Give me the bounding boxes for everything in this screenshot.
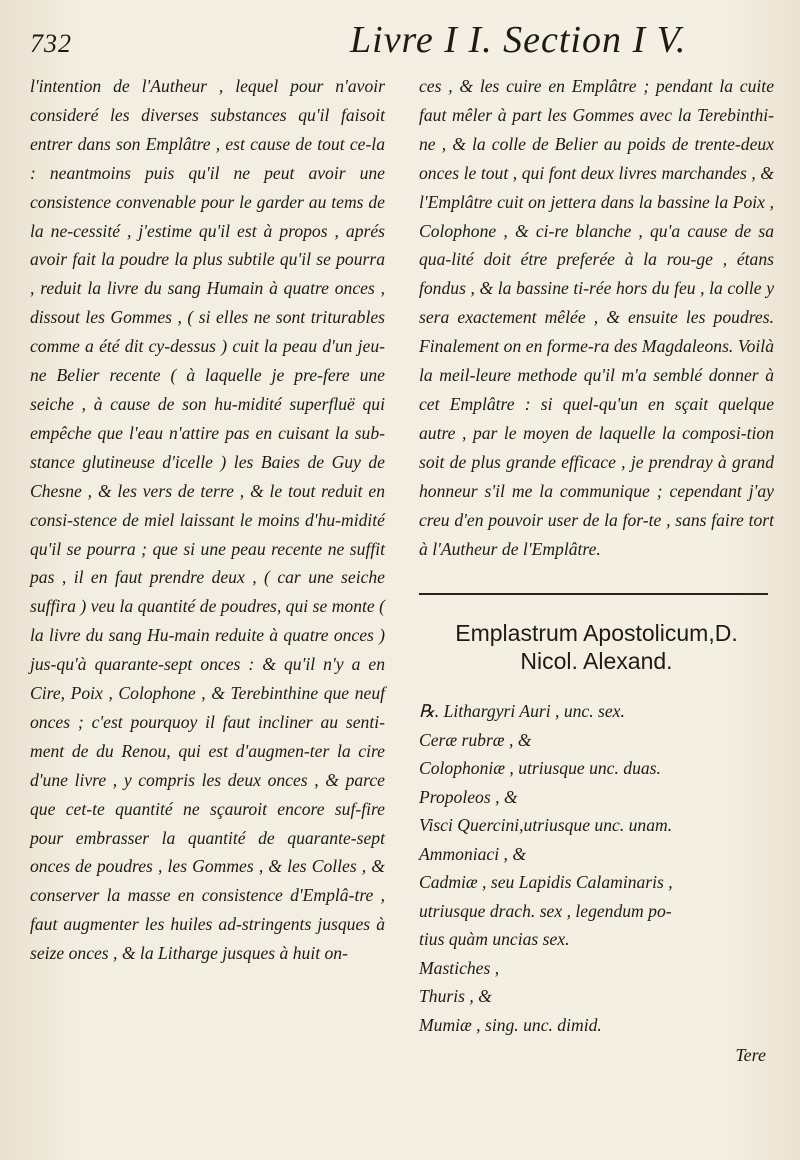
recipe-line: Mastiches , <box>419 957 500 978</box>
recipe-line: Colophoniæ , utriusque unc. duas. <box>419 758 661 779</box>
recipe-line: Visci Quercini,utriusque unc. unam. <box>419 815 673 836</box>
recipe-line: Propoleos , & <box>419 786 518 807</box>
catchword: Tere <box>735 1045 766 1066</box>
text-columns <box>30 72 774 1066</box>
page-header <box>30 18 774 70</box>
section-divider <box>419 593 768 595</box>
page-number: 732 <box>30 29 72 58</box>
recipe-line: utriusque drach. sex , legendum po- <box>419 900 672 921</box>
recipe-line: Mumiæ , sing. unc. dimid. <box>419 1014 602 1035</box>
recipe-subtitle: Nicol. Alexand. <box>520 648 673 675</box>
recipe-line: Ammoniaci , & <box>419 843 527 864</box>
right-column-text: ces , & les cuire en Emplâtre ; pendant la cuite faut mêler à part les Gommes avec la Terebinthi-ne , & la colle de Belier au poids de trente-deux onces le tout , qui font deux livres marchandes , & l'Emplâtre cuit on jettera dans la bassine la Poix , Colophone , & ci-re blanche , qu'a cause de sa qua-lité doit étre preferée à la rou-ge , étans fondus , & la bassine ti-rée hors du feu , la colle y sera exactement mêlée , & ensuite les poudres. Finalement on en forme-ra des Magdaleons. Voilà la meil-leure methode qu'il m'a semblé donner à cet Emplâtre : si quel-qu'un en sçait quelque autre , par le moyen de laquelle la composi-tion soit de plus grande efficace , je prendray à grand honneur s'il me la communique ; cependant j'ay creu d'en pouvoir user de la for-te , sans faire tort à l'Autheur de l'Emplâtre. <box>419 76 774 559</box>
recipe-line: tius quàm uncias sex. <box>419 929 570 950</box>
recipe-line: ℞. Lithargyri Auri , unc. sex. <box>419 701 625 722</box>
running-head: Livre I I. Section I V. <box>350 19 687 61</box>
left-column-text: l'intention de l'Autheur , lequel pour n'avoir consideré les diverses substances qu'il faisoit entrer dans son Emplâtre , est cause de tout ce-la : neantmoins puis qu'il ne peut avoir une consistence convenable pour le garder au tems de la ne-cessité , j'estime qu'il est à propos , aprés avoir fait la poudre la plus subtile qu'il se pourra , reduit la livre du sang Humain à quatre onces , dissout les Gommes , ( si elles ne sont triturables comme a été dit cy-dessus ) cuit la peau d'un jeu-ne Belier recente ( à laquelle je pre-fere une seiche , à cause de son hu-midité superfluë qui empêche que l'eau n'attire pas en cuisant la sub-stance glutineuse d'icelle ) les Baies de Guy de Chesne , & les vers de terre , & le tout reduit en consi-stence de miel laissant le moins d'hu-midité qu'il se pourra ; que si une peau recente ne suffit pas , il en faut prendre deux , ( car une seiche suffira ) veu la quantité de poudres, qui se monte ( la livre du sang Hu-main reduite à quatre onces ) jus-qu'à quarante-sept onces : & qu'il n'y a en Cire, Poix , Colophone , & Terebinthine que neuf onces ; c'est pourquoy il faut incliner au senti-ment de du Renou, qui est d'augmen-ter la cire d'une livre , y compris les deux onces , & parce que cet-te quantité ne sçauroit encore suf-fire pour embrasser la quantité de quarante-sept onces de poudres , les Gommes , & les Colles , & conserver la masse en consistence d'Emplâ-tre , faut augmenter les huiles ad-stringents jusques à seize onces , & la Litharge jusques à huit on- <box>30 76 385 964</box>
recipe-title: Emplastrum Apostolicum,D. <box>455 620 738 647</box>
recipe-line: Ceræ rubræ , & <box>419 729 532 750</box>
right-column <box>419 72 774 1066</box>
left-column <box>30 72 385 1066</box>
recipe-line: Cadmiæ , seu Lapidis Calaminaris , <box>419 872 673 893</box>
recipe-line: Thuris , & <box>419 986 492 1007</box>
recipe-ingredients <box>419 697 774 1039</box>
